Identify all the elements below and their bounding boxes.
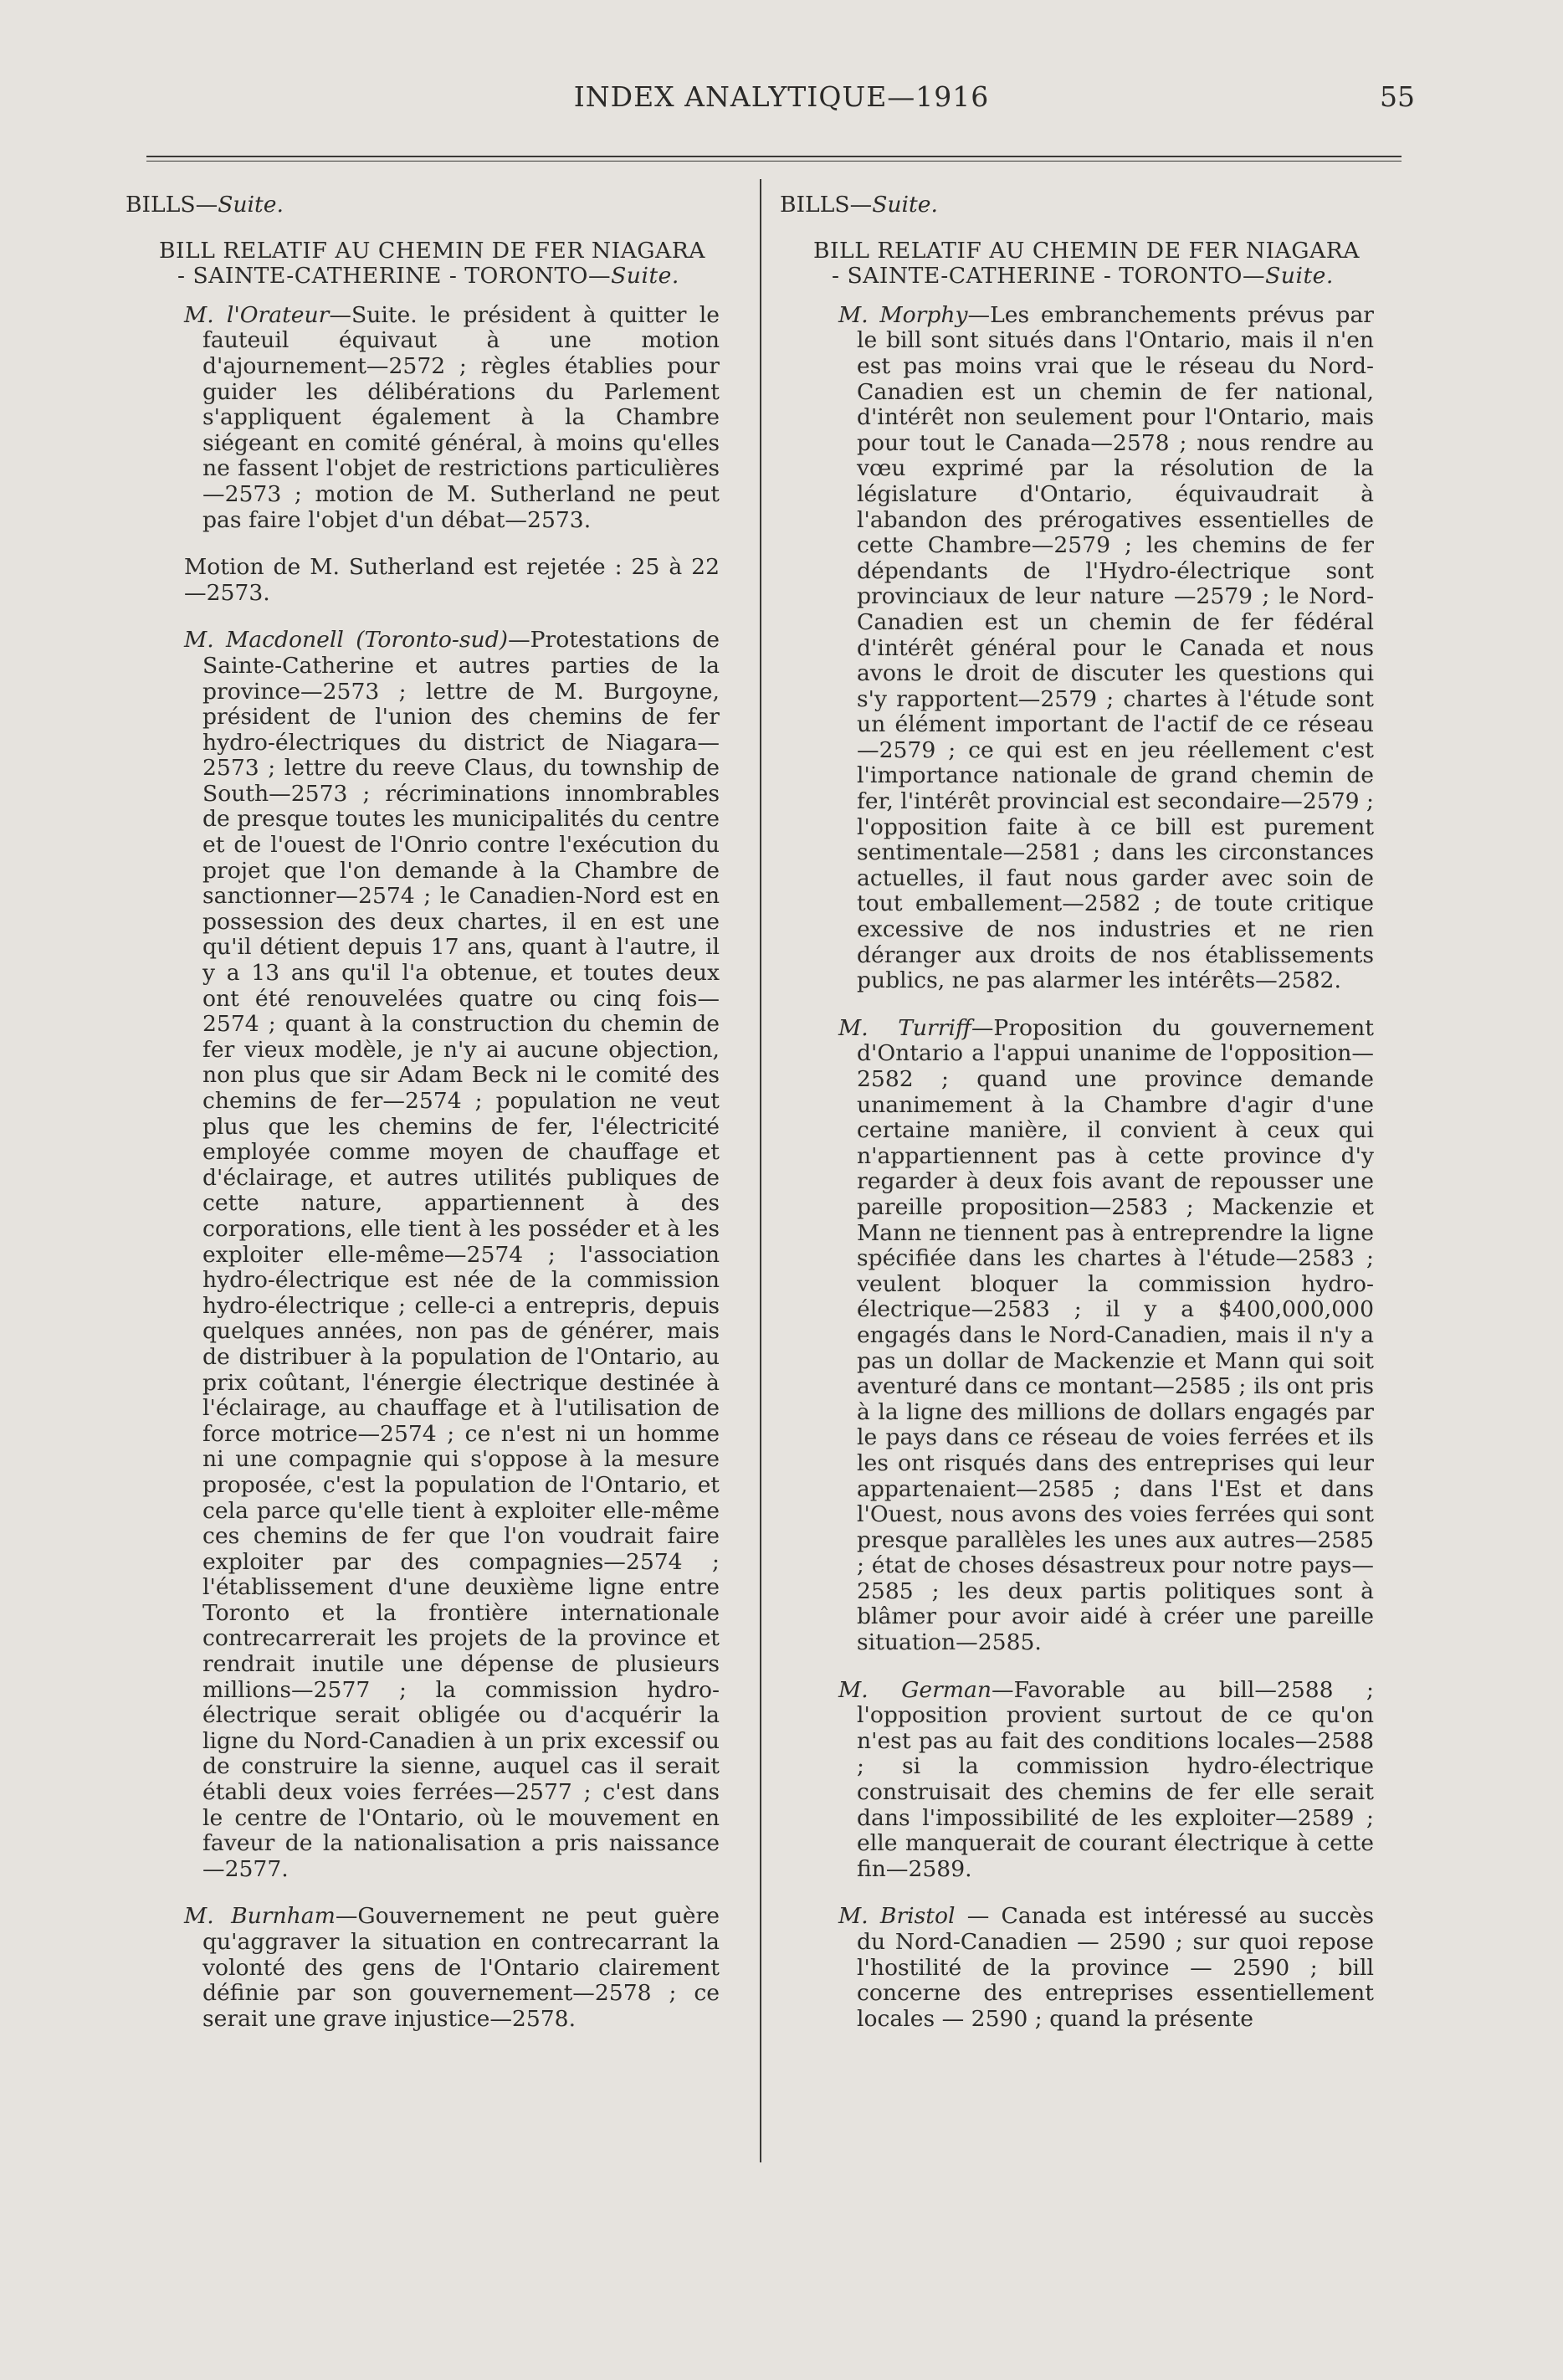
speaker: M. Burnham <box>184 1903 336 1930</box>
section-suite: Suite. <box>872 192 938 218</box>
bill-suite: Suite. <box>1265 263 1334 290</box>
running-title: INDEX ANALYTIQUE—1916 <box>573 80 990 113</box>
index-entry <box>184 303 720 533</box>
section-name: BILLS— <box>780 192 873 218</box>
page-header <box>0 80 1563 131</box>
index-entry <box>184 555 720 606</box>
entry-text: —Gouvernement ne peut guère qu'aggraver la situation en contrecarrant la volonté des gens de l'Ontario clairement définie par son gouvernement—2578 ; ce serait une grave injustice—2578. <box>202 1903 720 2032</box>
entry-text: — Canada est intéressé au succès du Nord-Canadien — 2590 ; sur quoi repose l'hostilité de la province — 2590 ; bill concerne des entreprises essentiellement locales — 2590 ; quand la présente <box>857 1903 1374 2032</box>
entry-text: —Protestations de Sainte-Catherine et autres parties de la province—2573 ; lettre de M. Burgoyne, président de l'union des chemins de fer hydro-électriques du district de Niagara—2573 ; lettre du reeve Claus, du township de South—2573 ; récriminations innombrables de presque toutes les municipalités du centre et de l'ouest de l'Onrio contre l'exécution du projet que l'on demande à la Chambre de sanctionner—2574 ; le Canadien-Nord est en possession des deux chartes, il en est une qu'il détient depuis 17 ans, quant à l'autre, il y a 13 ans qu'il l'a obtenue, et toutes deux ont été renouvelées quatre ou cinq fois—2574 ; quant à la construction du chemin de fer vieux modèle, je n'y ai aucune objection, non plus que sir Adam Beck ni le comité des chemins de fer—2574 ; population ne veut plus que les chemins de fer, l'électricité employée comme moyen de chauffage et d'éclairage, et autres utilités publiques de cette nature, appartiennent à des corporations, elle tient à les posséder et à les exploiter elle-même—2574 ; l'association hydro-électrique est née de la commission hydro-électrique ; celle-ci a entrepris, depuis quelques années, non pas de générer, mais de distribuer à la population de l'Ontario, au prix coûtant, l'énergie électrique destinée à l'éclairage, au chauffage et à l'utilisation de force motrice—2574 ; ce n'est ni un homme ni une compagnie qui s'oppose à la mesure proposée, c'est la population de l'Ontario, et cela parce qu'elle tient à exploiter elle-même ces chemins de fer que l'on voudrait faire exploiter par des compagnies—2574 ; l'établissement d'une deuxième ligne entre Toronto et la frontière internationale contrecarrerait les projets de la province et rendrait inutile une dépense de plusieurs millions—2577 ; la commission hydro-électrique serait obligée ou d'acquérir la ligne du Nord-Canadien à un prix excessif ou de construire la sienne, auquel cas il serait établi deux voies ferrées—2577 ; c'est dans le centre de l'Ontario, où le mouvement en faveur de la nationalisation a pris naissance—2577. <box>202 627 720 1882</box>
entry-text: —Proposition du gouvernement d'Ontario a l'appui unanime de l'opposition—2582 ; quand une province demande unanimement à la Chambre d'agir d'une certaine manière, il convient à ceux qui n'appartiennent pas à cette province d'y regarder à deux fois avant de repousser une pareille proposition—2583 ; Mackenzie et Mann ne tiennent pas à entreprendre la ligne spécifiée dans les chartes à l'étude—2583 ; veulent bloquer la commission hydro-électrique—2583 ; il y a $400,000,000 engagés dans le Nord-Canadien, mais il n'y a pas un dollar de Mackenzie et Mann qui soit aventuré dans ce montant—2585 ; ils ont pris à la ligne des millions de dollars engagés par le pays dans ce réseau de voies ferrées et ils les ont risqués dans des entreprises qui leur appartenaient—2585 ; dans l'Est et dans l'Ouest, nous avons des voies ferrées qui sont presque parallèles les unes aux autres—2585 ; état de choses désastreux pour notre pays—2585 ; les deux partis politiques sont à blâmer pour avoir aidé à créer une pareille situation—2585. <box>857 1014 1374 1656</box>
bill-title-text: BILL RELATIF AU CHEMIN DE FER NIAGARA - SAINTE-CATHERINE - TORONTO— <box>159 237 705 290</box>
bill-title-text: BILL RELATIF AU CHEMIN DE FER NIAGARA - SAINTE-CATHERINE - TORONTO— <box>813 237 1360 290</box>
section-suite: Suite. <box>218 192 284 218</box>
speaker: M. l'Orateur <box>184 301 330 328</box>
section-label <box>780 192 1374 218</box>
speaker: M. German <box>838 1676 992 1703</box>
bill-suite: Suite. <box>611 263 679 290</box>
entry-text: —Suite. le président à quitter le fauteuil équivaut à une motion d'ajournement—2572 ; règles établies pour guider les délibérations du Parlement s'appliquent également à la Chambre siégeant en comité général, à moins qu'elles ne fassent l'objet de restrictions particulières—2573 ; motion de M. Sutherland ne peut pas faire l'objet d'un débat—2573. <box>202 301 720 533</box>
section-label <box>126 192 720 218</box>
index-entry <box>838 1016 1374 1656</box>
index-entry <box>184 628 720 1882</box>
entry-text: —Les embranchements prévus par le bill sont situés dans l'Ontario, mais il n'en est pas moins vrai que le réseau du Nord-Canadien est un chemin de fer national, d'intérêt non seulement pour l'Ontario, mais pour tout le Canada—2578 ; nous rendre au vœu exprimé par la résolution de la législature d'Ontario, équivaudrait à l'abandon des prérogatives essentielles de cette Chambre—2579 ; les chemins de fer dépendants de l'Hydro-électrique sont provinciaux de leur nature —2579 ; le Nord-Canadien est un chemin de fer fédéral d'intérêt général pour le Canada et nous avons le droit de discuter les questions qui s'y rapportent—2579 ; chartes à l'étude sont un élément important de l'actif de ce réseau—2579 ; ce qui est en jeu réellement c'est l'importance nationale de grand chemin de fer, l'intérêt provincial est secondaire—2579 ; l'opposition faite à ce bill est purement sentimentale—2581 ; dans les circonstances actuelles, il faut nous garder avec soin de tout emballement—2582 ; de toute critique excessive de nos industries et ne rien déranger aux droits de nos établissements publics, ne pas alarmer les intérêts—2582. <box>857 301 1375 994</box>
bill-title <box>813 239 1374 290</box>
index-entry <box>838 303 1374 994</box>
column-divider <box>760 179 761 2162</box>
entry-text: —Favorable au bill—2588 ; l'opposition provient surtout de ce qu'on n'est pas au fait des conditions locales—2588 ; si la commission hydro-électrique construisait des chemins de fer elle serait dans l'impossibilité de les exploiter—2589 ; elle manquerait de courant électrique à cette fin—2589. <box>857 1676 1374 1882</box>
index-entry <box>184 1904 720 2032</box>
index-entry <box>838 1678 1374 1883</box>
section-name: BILLS— <box>126 192 218 218</box>
header-rule <box>146 156 1402 162</box>
speaker: M. Bristol <box>838 1903 956 1930</box>
left-column <box>126 192 720 2054</box>
speaker: M. Morphy <box>838 301 968 328</box>
speaker: M. Macdonell (Toronto-sud) <box>184 627 509 654</box>
right-column <box>780 192 1374 2054</box>
entry-text: Motion de M. Sutherland est rejetée : 25 à 22—2573. <box>184 554 720 606</box>
index-entry <box>838 1904 1374 2032</box>
bill-title <box>159 239 720 290</box>
speaker: M. Turriff <box>838 1014 971 1041</box>
page-number: 55 <box>1380 80 1415 113</box>
